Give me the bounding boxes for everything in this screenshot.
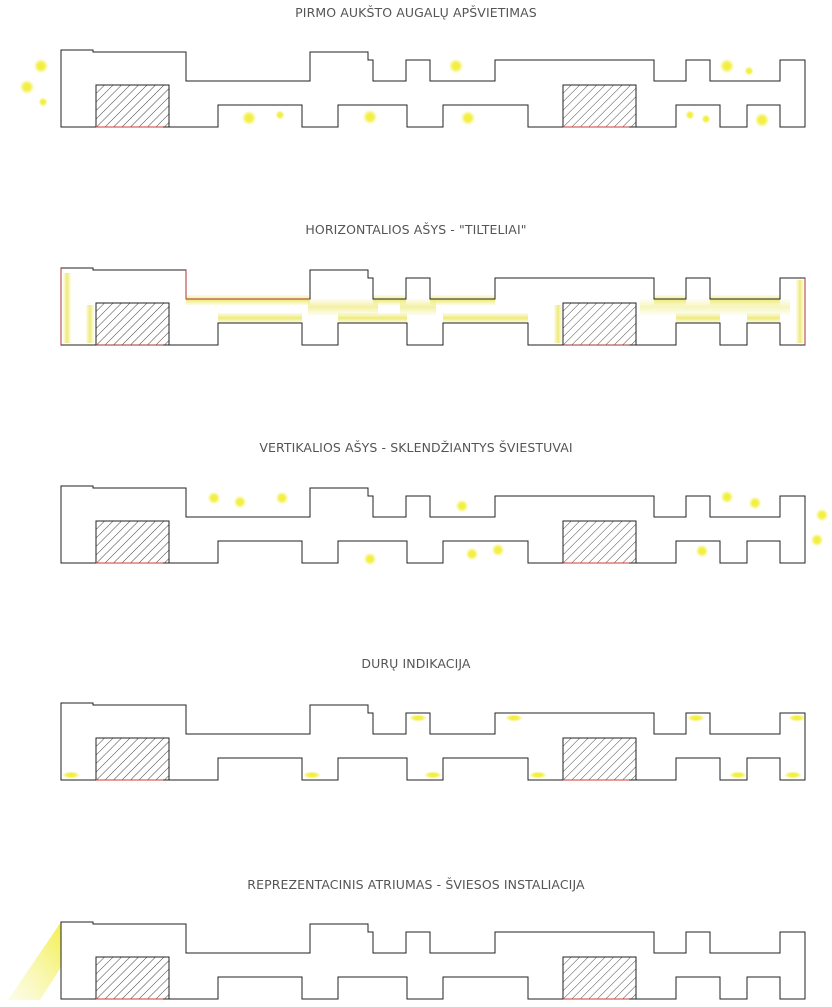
- light-spot: [455, 499, 469, 513]
- light-strip: [86, 305, 94, 343]
- door-indicator: [528, 771, 548, 779]
- light-spot: [241, 110, 257, 126]
- floor-plan-atrium-installation: [0, 917, 832, 1007]
- light-spot: [363, 552, 377, 566]
- door-indicator: [686, 714, 706, 722]
- light-strip: [443, 313, 528, 323]
- light-strip: [186, 295, 310, 305]
- light-spot: [448, 58, 464, 74]
- light-spot: [33, 58, 49, 74]
- door-indicators-group: [61, 714, 807, 779]
- light-spot: [207, 491, 221, 505]
- light-spot: [695, 544, 709, 558]
- light-spot: [460, 110, 476, 126]
- light-strip: [554, 305, 562, 343]
- panel-caption-door-indication: DURŲ INDIKACIJA: [361, 656, 471, 671]
- panel-caption-horizontal-axes: HORIZONTALIOS AŠYS - "TILTELIAI": [305, 222, 527, 237]
- panel-caption-vertical-axes: VERTIKALIOS AŠYS - SKLENDŽIANTYS ŠVIESTUVAI: [259, 440, 573, 455]
- light-strip: [796, 280, 804, 343]
- door-indicator: [504, 714, 524, 722]
- light-spot: [491, 543, 505, 557]
- light-spot: [720, 490, 734, 504]
- floor-plan-horizontal-axes: [0, 263, 832, 353]
- light-spot: [744, 66, 754, 76]
- light-spot: [701, 114, 711, 124]
- door-indicator: [302, 771, 322, 779]
- light-spot: [810, 533, 824, 547]
- hatched-core-block: [96, 957, 169, 999]
- hatched-core-block: [96, 521, 169, 563]
- light-spots-group: [207, 490, 829, 566]
- light-spot: [38, 97, 48, 107]
- hatched-core-block: [96, 303, 169, 345]
- light-spot: [275, 110, 285, 120]
- door-indicator: [408, 714, 428, 722]
- light-strip: [430, 295, 495, 305]
- light-spot: [719, 58, 735, 74]
- hatched-core-block: [96, 85, 169, 127]
- hatched-core-block: [563, 303, 636, 345]
- light-strip: [640, 299, 790, 315]
- floor-plan-door-indication: [0, 698, 832, 788]
- light-spot: [362, 109, 378, 125]
- hatched-core-block: [563, 521, 636, 563]
- hatched-core-block: [563, 957, 636, 999]
- door-indicator: [783, 771, 803, 779]
- floor-plan-vertical-axes: [0, 481, 832, 571]
- light-spot: [275, 491, 289, 505]
- door-indicator: [61, 771, 81, 779]
- light-strips-group: [63, 273, 804, 343]
- light-spot: [19, 79, 35, 95]
- panel-caption-plant-lighting: PIRMO AUKŠTO AUGALŲ APŠVIETIMAS: [295, 5, 537, 20]
- door-indicator: [787, 714, 807, 722]
- hatched-core-block: [563, 738, 636, 780]
- light-spot: [754, 112, 770, 128]
- light-spot: [465, 547, 479, 561]
- plan-outline: [61, 922, 805, 999]
- light-spot: [685, 110, 695, 120]
- light-strip: [63, 273, 71, 343]
- light-strip: [308, 299, 378, 315]
- light-strip: [218, 313, 302, 323]
- door-indicator: [423, 771, 443, 779]
- floor-plan-plant-lighting: [0, 45, 832, 135]
- light-spot: [233, 495, 247, 509]
- light-spot: [815, 508, 829, 522]
- light-spot: [748, 496, 762, 510]
- hatched-core-block: [563, 85, 636, 127]
- door-indicator: [728, 771, 748, 779]
- atrium-light-beam: [8, 922, 61, 1000]
- plan-outline: [61, 486, 805, 563]
- hatched-core-block: [96, 738, 169, 780]
- panel-caption-atrium-installation: REPREZENTACINIS ATRIUMAS - ŠVIESOS INSTALIACIJA: [247, 877, 585, 892]
- light-strip: [400, 299, 436, 315]
